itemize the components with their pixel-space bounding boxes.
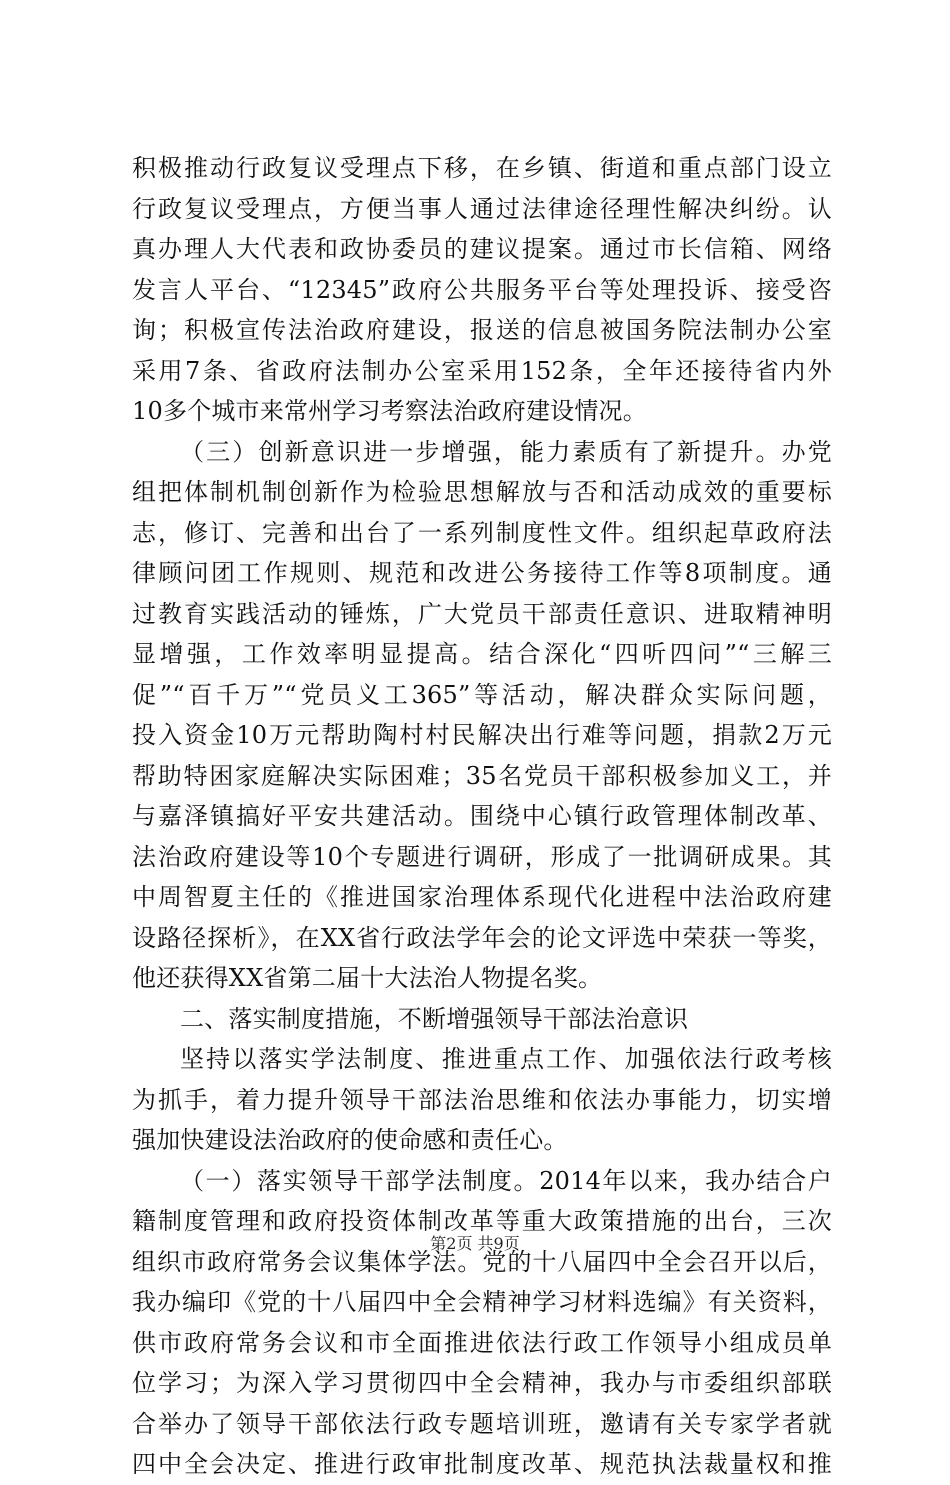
text-line: 真办理人大代表和政协委员的建议提案。通过市长信箱、网络 — [132, 235, 832, 263]
text-line: 位学习；为深入学习贯彻四中全会精神，我办与市委组织部联 — [132, 1369, 832, 1397]
text-line: 促”“百千万”“党员义工365”等活动，解决群众实际问题， — [132, 680, 832, 709]
text-line: （一）落实领导干部学法制度。2014年以来，我办结合户 — [180, 1166, 832, 1195]
text-line: 采用7条、省政府法制办公室采用152条，全年还接待省内外 — [132, 356, 832, 385]
text-line: 显增强，工作效率明显提高。结合深化“四听四问”“三解三 — [132, 640, 832, 668]
text-line: 组把体制机制创新作为检验思想解放与否和活动成效的重要标 — [132, 478, 832, 506]
text-line: 为抓手，着力提升领导干部法治思维和依法办事能力，切实增 — [132, 1085, 832, 1114]
text-line: 帮助特困家庭解决实际困难；35名党员干部积极参加义工，并 — [132, 761, 832, 790]
text-line: 10多个城市来常州学习考察法治政府建设情况。 — [132, 397, 647, 425]
page-footer: 第2页 共9页 — [430, 1234, 520, 1253]
text-line: 籍制度管理和政府投资体制改革等重大政策措施的出台，三次 — [132, 1207, 832, 1235]
text-line: 法治政府建设等10个专题进行调研，形成了一批调研成果。其 — [132, 842, 832, 871]
text-line: 组织市政府常务会议集体学法。党的十八届四中全会召开以后， — [132, 1247, 832, 1276]
text-line: 志，修订、完善和出台了一系列制度性文件。组织起草政府法 — [132, 518, 832, 547]
text-line: 投入资金10万元帮助陶村村民解决出行难等问题，捐款2万元 — [132, 721, 832, 749]
text-line: 询；积极宣传法治政府建设，报送的信息被国务院法制办公室 — [132, 316, 832, 344]
text-line: 过教育实践活动的锤炼，广大党员干部责任意识、进取精神明 — [132, 599, 832, 628]
text-line: 坚持以落实学法制度、推进重点工作、加强依法行政考核 — [180, 1045, 832, 1073]
text-line: 他还获得XX省第二届十大法治人物提名奖。 — [132, 964, 603, 992]
text-line: 四中全会决定、推进行政审批制度改革、规范执法裁量权和推 — [132, 1450, 832, 1478]
text-line: 发言人平台、“12345”政府公共服务平台等处理投诉、接受咨 — [132, 275, 832, 304]
text-line: 强加快建设法治政府的使命感和责任心。 — [132, 1126, 568, 1154]
document-body — [132, 148, 832, 1485]
text-line: 我办编印《党的十八届四中全会精神学习材料选编》有关资料， — [132, 1288, 832, 1316]
text-line: 律顾问团工作规则、规范和改进公务接待工作等8项制度。通 — [132, 559, 832, 587]
text-line: 合举办了领导干部依法行政专题培训班，邀请有关专家学者就 — [132, 1409, 832, 1438]
text-line: 二、落实制度措施，不断增强领导干部法治意识 — [180, 1004, 689, 1033]
text-line: 设路径探析》，在XX省行政法学年会的论文评选中荣获一等奖， — [132, 923, 832, 952]
text-line: 行政复议受理点，方便当事人通过法律途径理性解决纠纷。认 — [132, 194, 832, 223]
text-line: 供市政府常务会议和市全面推进依法行政工作领导小组成员单 — [132, 1328, 832, 1357]
text-line: （三）创新意识进一步增强，能力素质有了新提升。办党 — [180, 437, 832, 466]
text-line: 中周智夏主任的《推进国家治理体系现代化进程中法治政府建 — [132, 883, 832, 911]
text-line: 与嘉泽镇搞好平安共建活动。围绕中心镇行政管理体制改革、 — [132, 802, 832, 830]
text-line: 积极推动行政复议受理点下移，在乡镇、街道和重点部门设立 — [132, 154, 832, 182]
